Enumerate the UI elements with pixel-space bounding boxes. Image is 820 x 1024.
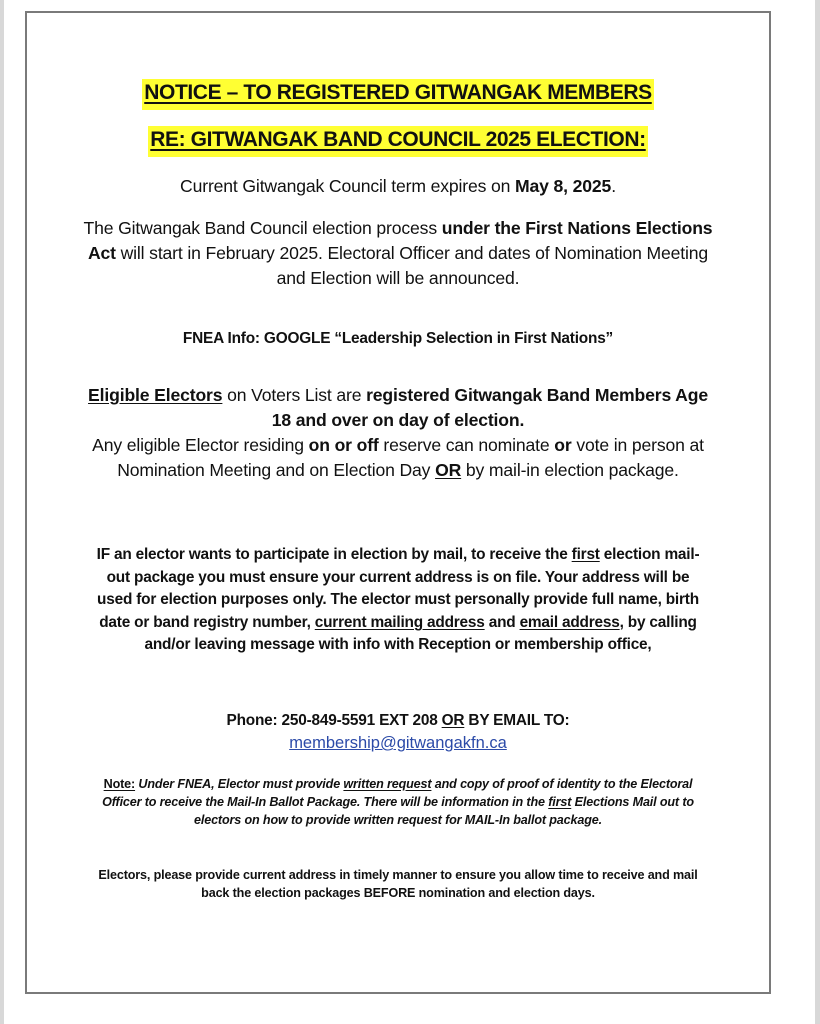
fnea-info: FNEA Info: GOOGLE “Leadership Selection in First Nations” [182, 330, 614, 347]
contact-email-line [87, 734, 709, 753]
mail-email-address: email address [519, 613, 620, 631]
eligible-text-2: Any eligible Elector residing [92, 435, 309, 455]
contact-phone: Phone: 250-849-5591 EXT 208 [226, 712, 442, 729]
eligible-on-off: on or off [308, 435, 379, 455]
contact-email-label: BY EMAIL TO: [464, 712, 570, 729]
note-text-2: and copy of proof of identity to the Electoral Officer to receive the Mail-In Ballot Package. There will be information in the [102, 777, 693, 810]
eligible-text-4: vote in person at Nomination Meeting and on Election Day [117, 435, 704, 480]
mail-text-3: and [484, 613, 520, 631]
mail-text-4: , by calling and/or leaving message with info with Reception or membership office, [144, 613, 697, 654]
contact-or: OR [441, 712, 465, 729]
process-text-1: The Gitwangak Band Council election process [83, 218, 442, 238]
eligible-or: or [554, 435, 572, 455]
mail-first: first [571, 546, 600, 563]
mail-text-1: IF an elector wants to participate in election by mail, to receive the [96, 546, 572, 563]
note-text-1: Under FNEA, Elector must provide [135, 777, 344, 791]
heading-line-2-wrap [27, 126, 769, 157]
email-link[interactable]: membership@gitwangakfn.ca [289, 734, 507, 752]
process-paragraph [79, 216, 717, 291]
heading-line-2: RE: GITWANGAK BAND COUNCIL 2025 ELECTION: [148, 126, 647, 157]
heading-line-1-wrap [27, 79, 769, 110]
eligible-text-5: by mail-in election package. [461, 460, 679, 480]
note-written-request: written request [343, 777, 432, 791]
term-text: Current Gitwangak Council term expires on [180, 176, 516, 196]
eligible-or-caps: OR [435, 460, 462, 480]
process-text-2: will start in February 2025. Electoral Officer and dates of Nomination Meeting and Election will be announced. [115, 243, 709, 288]
closing-paragraph: Electors, please provide current address in timely manner to ensure you allow time to receive and mail back the election packages BEFORE nomination and election days. [98, 868, 698, 901]
eligible-electors-label: Eligible Electors [88, 385, 223, 405]
notice-document [25, 11, 771, 994]
term-end: . [611, 176, 616, 196]
note-text-3: Elections Mail out to electors on how to provide written request for MAIL-In ballot package. [194, 795, 694, 828]
heading-line-1: NOTICE – TO REGISTERED GITWANGAK MEMBERS [142, 79, 653, 110]
contact-phone-line [87, 710, 709, 733]
mail-current-address: current mailing address [314, 613, 485, 631]
eligible-text-1: on Voters List are [222, 385, 367, 405]
note-paragraph [85, 775, 711, 830]
note-first: first [548, 795, 572, 810]
page-edge-right [815, 0, 820, 1024]
note-label: Note: [103, 777, 136, 791]
page-edge-left [0, 0, 4, 1024]
term-date: May 8, 2025 [515, 176, 612, 196]
eligible-text-3: reserve can nominate [378, 435, 555, 455]
term-paragraph [87, 174, 709, 199]
mail-text-2: election mail-out package you must ensure your current address is on file. Your address will be used for election purposes only. The elector must personally provide full name, birth date or band registry number, [97, 546, 700, 631]
process-act: under the First Nations Elections Act [87, 218, 713, 263]
mail-paragraph [95, 544, 701, 657]
eligible-criteria: registered Gitwangak Band Members Age 18 and over on day of election. [271, 385, 708, 430]
eligible-paragraph [79, 383, 717, 483]
